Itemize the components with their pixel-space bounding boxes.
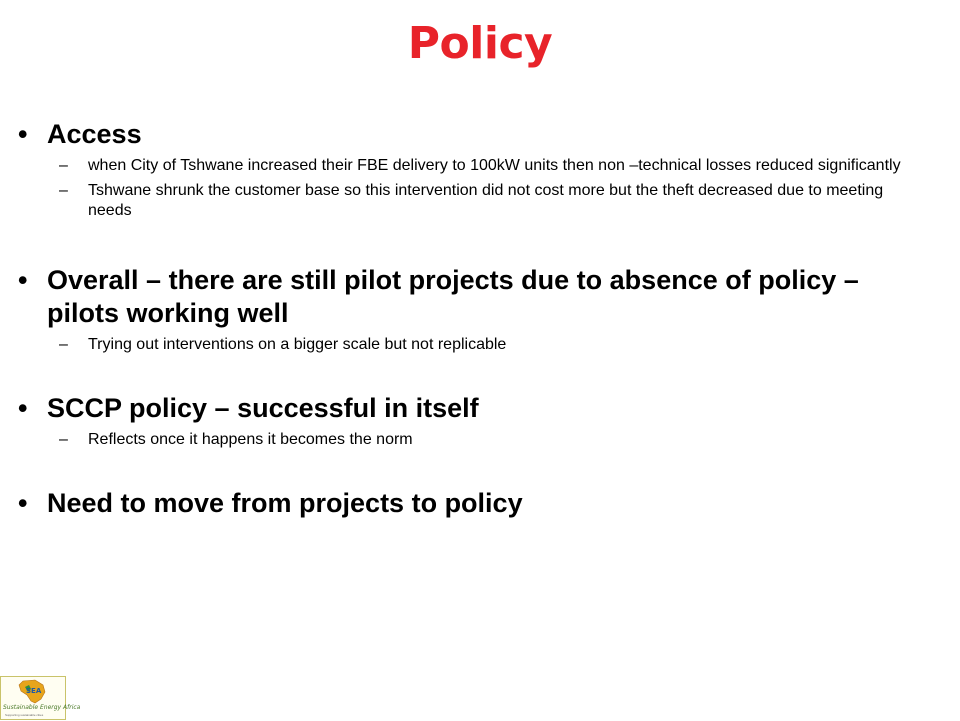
sub-bullet-text: Trying out interventions on a bigger scale but not replicable <box>88 336 507 353</box>
slide-content <box>18 118 918 520</box>
sub-bullet-text: Reflects once it happens it becomes the norm <box>88 431 413 448</box>
dash-marker: – <box>59 336 68 353</box>
svg-text:SEA: SEA <box>26 687 42 695</box>
bullet-projects-to-policy <box>18 487 918 520</box>
sea-logo <box>0 676 81 720</box>
sub-bullet-text: when City of Tshwane increased their FBE delivery to 100kW units then non –technical losses reduced significantly <box>88 157 901 174</box>
bullet-dot: • <box>18 393 28 423</box>
dash-marker: – <box>59 157 68 174</box>
bullet-access <box>18 118 918 151</box>
sub-bullet <box>18 156 918 176</box>
bullet-text: SCCP policy – successful in itself <box>47 393 479 423</box>
sub-bullet <box>18 335 918 355</box>
bullet-sccp-policy <box>18 392 918 425</box>
bullet-dot: • <box>18 488 28 518</box>
sub-bullet-text: Tshwane shrunk the customer base so this intervention did not cost more but the theft decreased due to meeting needs <box>88 182 884 219</box>
sub-bullet <box>18 181 918 221</box>
bullet-dot: • <box>18 265 28 295</box>
dash-marker: – <box>59 431 68 448</box>
bullet-text: Need to move from projects to policy <box>47 488 523 518</box>
bullet-text: Access <box>47 119 142 149</box>
bullet-dot: • <box>18 119 28 149</box>
logo-name: Sustainable Energy Africa <box>3 704 81 711</box>
dash-marker: – <box>59 182 68 199</box>
slide-title: Policy <box>407 18 553 69</box>
bullet-text: Overall – there are still pilot projects due to absence of policy – pilots working well <box>47 265 859 328</box>
bullet-overall <box>18 264 918 330</box>
sub-bullet <box>18 430 918 450</box>
logo-tagline: Supporting sustainable cities <box>5 713 44 717</box>
